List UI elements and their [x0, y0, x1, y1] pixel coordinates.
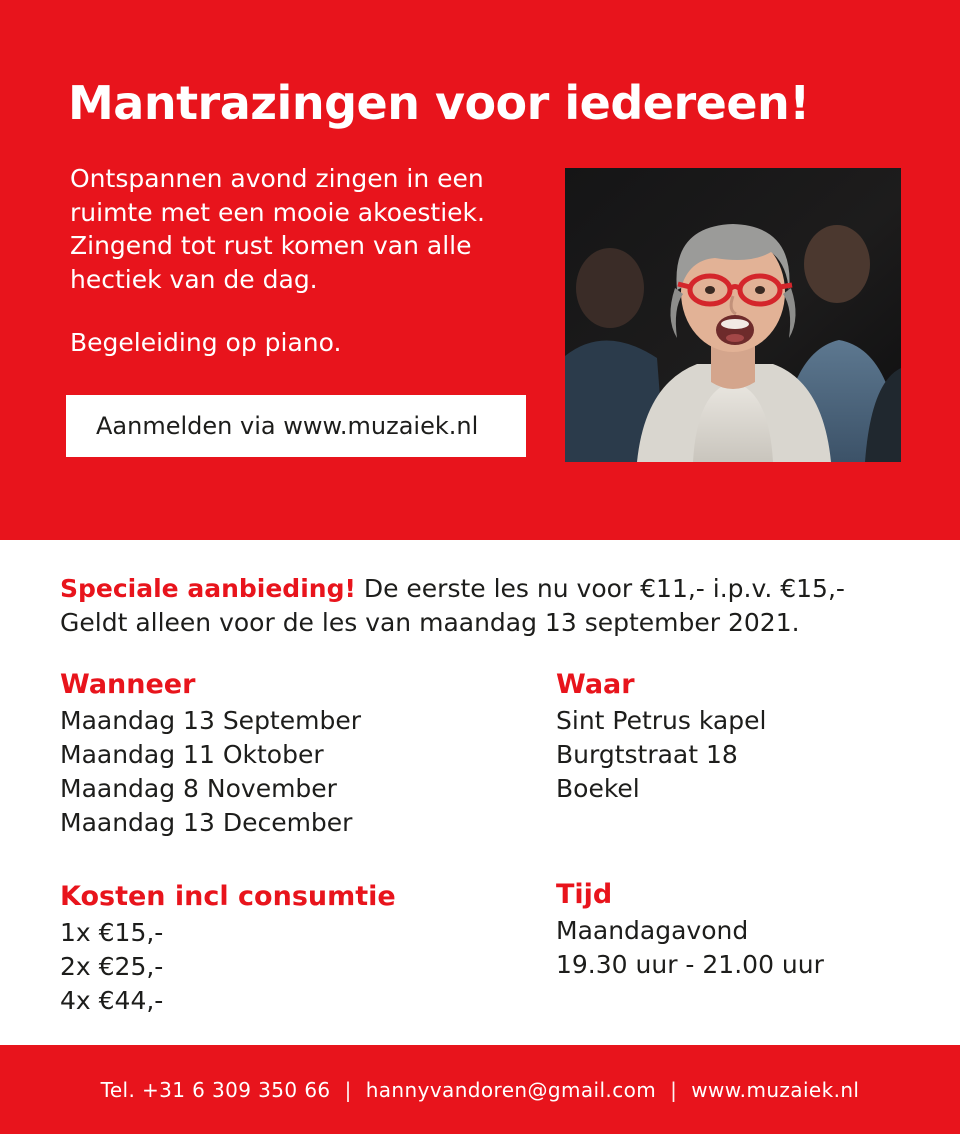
footer-website-link[interactable]: www.muzaiek.nl	[691, 1077, 860, 1102]
footer-contact	[101, 1078, 860, 1102]
column-spacer	[60, 840, 500, 880]
hero-section	[0, 0, 960, 540]
where-line-1: Sint Petrus kapel	[556, 705, 767, 735]
footer-bar	[0, 1045, 960, 1134]
hero-intro-line-3: Zingend tot rust komen van alle	[70, 231, 472, 260]
costs-heading: Kosten incl consumtie	[60, 880, 396, 912]
hero-intro-line-2: ruimte met een mooie akoestiek.	[70, 197, 485, 227]
hero-description	[70, 162, 530, 360]
special-offer-rest: De eerste les nu voor €11,- i.p.v. €15,-	[355, 574, 845, 603]
costs-item-2: 2x €25,-	[60, 951, 164, 981]
when-date-1: Maandag 13 September	[60, 705, 362, 735]
hero-intro-line-1: Ontspannen avond zingen in een	[70, 164, 484, 193]
when-date-4: Maandag 13 December	[60, 807, 353, 837]
signup-cta-button[interactable]	[66, 395, 526, 457]
hero-intro-line-4: hectiek van de dag.	[70, 264, 318, 294]
special-offer	[60, 572, 900, 640]
right-column	[556, 668, 936, 982]
hero-piano-note: Begeleiding op piano.	[70, 328, 342, 357]
when-date-3: Maandag 8 November	[60, 773, 337, 803]
time-line-1: Maandagavond	[556, 915, 749, 945]
time-heading: Tijd	[556, 878, 613, 910]
time-line-2: 19.30 uur - 21.00 uur	[556, 949, 824, 979]
signup-cta-label: Aanmelden via www.muzaiek.nl	[96, 412, 479, 440]
footer-separator-2: |	[670, 1077, 678, 1102]
footer-separator-1: |	[344, 1077, 352, 1102]
special-offer-line-2: Geldt alleen voor de les van maandag 13 september 2021.	[60, 608, 800, 637]
page-title: Mantrazingen voor iedereen!	[68, 76, 810, 130]
column-spacer	[556, 806, 936, 878]
when-date-2: Maandag 11 Oktober	[60, 739, 324, 769]
where-line-2: Burgtstraat 18	[556, 739, 738, 769]
where-line-3: Boekel	[556, 773, 640, 803]
where-heading: Waar	[556, 669, 635, 700]
left-column	[60, 668, 500, 1018]
when-heading: Wanneer	[60, 669, 196, 700]
singer-photo	[565, 168, 901, 462]
special-offer-accent: Speciale aanbieding!	[60, 574, 356, 603]
info-section	[0, 540, 960, 1045]
footer-email-link[interactable]: hannyvandoren@gmail.com	[365, 1077, 657, 1102]
costs-item-1: 1x €15,-	[60, 917, 164, 947]
footer-phone: Tel. +31 6 309 350 66	[100, 1077, 331, 1102]
costs-item-3: 4x €44,-	[60, 985, 164, 1015]
